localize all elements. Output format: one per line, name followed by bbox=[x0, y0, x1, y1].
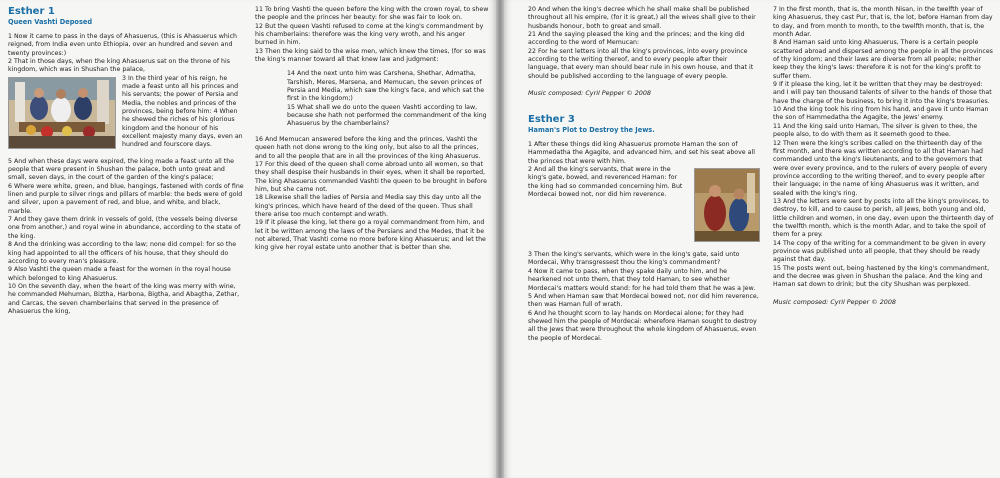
verse-group bbox=[287, 70, 489, 128]
verse-group bbox=[8, 158, 245, 317]
verse-text: 3 In the third year of his reign, he made a feast unto all his princes and his servants; the power of Persia and Media, the nobles and princes of the provinces, being before him: 4 When he shewed the riches of his glorious kingdom and the honour of his excellent majesty many days, even an hundred and fourscore days. bbox=[122, 74, 243, 149]
verse-text: 9 If it please the king, let it be written that they may be destroyed: and I will pay ten thousand talents of silver to the hands of those that have the charge of the business, to bring it into the king's treasuries. bbox=[773, 81, 992, 105]
right-page bbox=[504, 0, 1000, 478]
verse-text: 7 And they gave them drink in vessels of gold, (the vessels being diverse one from another,) and royal wine in abundance, according to the state of the king. bbox=[8, 216, 241, 240]
verse-group bbox=[528, 6, 760, 81]
verse-text: 9 Also Vashti the queen made a feast for the women in the royal house which belonged to king Ahasuerus. bbox=[8, 266, 231, 282]
verse-text: 6 Where were white, green, and blue, hangings, fastened with cords of fine linen and purple to silver rings and pillars of marble: the beds were of gold and silver, upon a pavement of red, and blue, and white, and black, marble. bbox=[8, 182, 244, 215]
verse-text: 16 And Memucan answered before the king and the princes, Vashti the queen hath not done wrong to the king only, but also to all the princes, and to all the people that are in all the provinces of the king Ahasuerus. bbox=[255, 135, 481, 160]
verse-text: 15 The posts went out, being hastened by the king's commandment, and the decree was given in Shushan the palace. And the king and Haman sat down to drink; but the city Shushan was perplexed. bbox=[773, 264, 990, 289]
chapter-subtitle: Queen Vashti Deposed bbox=[8, 18, 93, 26]
verse-group bbox=[528, 251, 760, 343]
feast-illustration bbox=[8, 77, 116, 149]
verse-text: 21 And the saying pleased the king and the princes; and the king did according to the word of Memucan: bbox=[528, 31, 745, 47]
verse-text: 14 The copy of the writing for a commandment to be given in every province was published unto all people, that they should be ready against that day. bbox=[773, 239, 986, 264]
verse-group bbox=[773, 6, 995, 290]
verse-text: 3 Then the king's servants, which were in the king's gate, said unto Mordecai, Why transgressest thou the king's commandment? bbox=[528, 251, 740, 267]
verse-text: 10 On the seventh day, when the heart of the king was merry with wine, he commanded Mehuman, Biztha, Harbona, Bigtha, and Abagtha, Zethar, and Carcas, the seven chamberlains that served in the presence of Ahasuerus the king, bbox=[8, 282, 240, 315]
verse-text: 8 And the drinking was according to the law; none did compel: for so the king had appointed to all the officers of his house, that they should do according to every man's pleasure. bbox=[8, 241, 237, 265]
verse-group bbox=[255, 136, 489, 253]
verse-text: 11 To bring Vashti the queen before the king with the crown royal, to shew the people and the princes her beauty: for she was fair to look on. bbox=[255, 6, 489, 22]
verse-text: 22 For he sent letters into all the king's provinces, into every province according to the writing thereof, and to every people after their language, that every man should bear rule in his own house, and that it should be published according to the language of every people. bbox=[528, 47, 754, 80]
chapter-subtitle: Haman's Plot to Destroy the Jews. bbox=[528, 126, 655, 135]
verse-text: 7 In the first month, that is, the month Nisan, in the twelfth year of king Ahasuerus, they cast Pur, that is, the lot, before Haman from day to day, and from month to month, to the twelfth month, that is, the month Adar. bbox=[773, 6, 993, 39]
chapter-title: Esther 3 bbox=[528, 114, 575, 126]
verse-text: 2 And all the king's servants, that were in the king's gate, bowed, and reverenced Haman: for the king had so commanded concerning him. But Mordecai bowed not, nor did him reverence. bbox=[528, 166, 683, 199]
music-credit: Music composed: Cyril Pepper © 2008 bbox=[528, 89, 651, 98]
verse-text: 1 After these things did king Ahasuerus promote Haman the son of Hammedatha the Agagite, and advanced him, and set his seat above all the princes that were with him. bbox=[528, 141, 755, 165]
indented-verses bbox=[255, 70, 489, 128]
chapter-title: Esther 1 bbox=[8, 6, 55, 17]
column-1 bbox=[8, 6, 245, 474]
verse-text: 13 And the letters were sent by posts into all the king's provinces, to destroy, to kill, and to cause to perish, all Jews, both young and old, little children and women, in one day, even upon the thirteenth day of the twelfth month, which is the month Adar, and to take the spoil of them for a prey. bbox=[773, 197, 994, 239]
verse-text: 18 Likewise shall the ladies of Persia and Media say this day unto all the king's princes, which have heard of the deed of the queen. Thus shall there arise too much contempt and wrath. bbox=[255, 194, 482, 218]
verse-text: 5 And when these days were expired, the king made a feast unto all the people that were present in Shushan the palace, both unto great and small, seven days, in the court of the garden of the king's palace; bbox=[8, 157, 235, 182]
verse-group bbox=[255, 6, 489, 64]
column-4 bbox=[773, 6, 995, 474]
verse-group bbox=[8, 33, 245, 75]
verse-text: 15 What shall we do unto the queen Vashti according to law, because she hath not performed the commandment of the king Ahasuerus by the chamberlains? bbox=[287, 103, 487, 128]
verse-text: 8 And Haman said unto king Ahasuerus, There is a certain people scattered abroad and dispersed among the people in all the provinces of thy kingdom; and their laws are diverse from all people; neither keep they the king's laws: therefore it is not for the king's profit to suffer them. bbox=[773, 39, 993, 80]
verse-text: 2 That in those days, when the king Ahasuerus sat on the throne of his kingdom, which was in Shushan the palace, bbox=[8, 58, 230, 74]
left-page bbox=[0, 0, 496, 478]
column-3 bbox=[528, 6, 760, 474]
feast-painting-image bbox=[9, 78, 115, 148]
column-2 bbox=[255, 6, 489, 474]
verse-text: 20 And when the king's decree which he shall make shall be published throughout all his empire, (for it is great,) all the wives shall give to their husbands honour, both to great and small. bbox=[528, 6, 756, 30]
music-credit: Music composed: Cyril Pepper © 2008 bbox=[773, 297, 896, 306]
verse-text: 12 Then were the king's scribes called on the thirteenth day of the first month, and there was written according to all that Haman had commanded unto the king's lieutenants, and to the governors that were over every province, and to the rulers of every people of every province according to the writing thereof, and to every people after their language; in the name of king Ahasuerus was it written, and sealed with the king's ring. bbox=[773, 139, 988, 197]
verse-text: 13 Then the king said to the wise men, which knew the times, (for so was the king's manner toward all that knew law and judgment: bbox=[255, 47, 486, 64]
verse-text: 5 And when Haman saw that Mordecai bowed not, nor did him reverence, then was Haman full of wrath. bbox=[528, 292, 759, 309]
verse-text: 1 Now it came to pass in the days of Ahasuerus, (this is Ahasuerus which reigned, from India even unto Ethiopia, over an hundred and seven and twenty provinces:) bbox=[8, 33, 237, 57]
haman-illustration bbox=[694, 168, 760, 242]
verse-group bbox=[528, 141, 760, 166]
verse-text: 14 And the next unto him was Carshena, Shethar, Admatha, Tarshish, Meres, Marsena, and Memucan, the seven princes of Persia and Media, which saw the king's face, and which sat the first in the kingdom;) bbox=[287, 70, 485, 103]
verse-text: 19 If it please the king, let there go a royal commandment from him, and let it be written among the laws of the Persians and the Medes, that it be not altered, That Vashti come no more before king Ahasuerus; and let the king give her royal estate unto another that is better than she. bbox=[255, 219, 486, 252]
verse-text: 6 And he thought scorn to lay hands on Mordecai alone; for they had shewed him the people of Mordecai: wherefore Haman sought to destroy all the Jews that were throughout the whole kingdom of Ahasuerus, even the people of Mordecai. bbox=[528, 309, 757, 342]
verse-text: 11 And the king said unto Haman, The silver is given to thee, the people also, to do with them as it seemeth good to thee. bbox=[773, 122, 978, 139]
verse-text: 10 And the king took his ring from his hand, and gave it unto Haman the son of Hammedatha the Agagite, the Jews' enemy. bbox=[773, 106, 989, 122]
verse-text: 4 Now it came to pass, when they spake daily unto him, and he hearkened not unto them, that they told Haman, to see whether Mordecai's matters would stand: for he had told them that he was a Jew. bbox=[528, 267, 756, 292]
verse-text: 12 But the queen Vashti refused to come at the king's commandment by his chamberlains: therefore was the king very wroth, and his anger burned in him. bbox=[255, 22, 484, 47]
haman-painting-image bbox=[695, 169, 759, 241]
book-gutter bbox=[496, 0, 504, 478]
verse-text: 17 For this deed of the queen shall come abroad unto all women, so that they shall despise their husbands in their eyes, when it shall be reported, The king Ahasuerus commanded Vashti the queen to be brought in before him, but she came not. bbox=[255, 160, 488, 193]
